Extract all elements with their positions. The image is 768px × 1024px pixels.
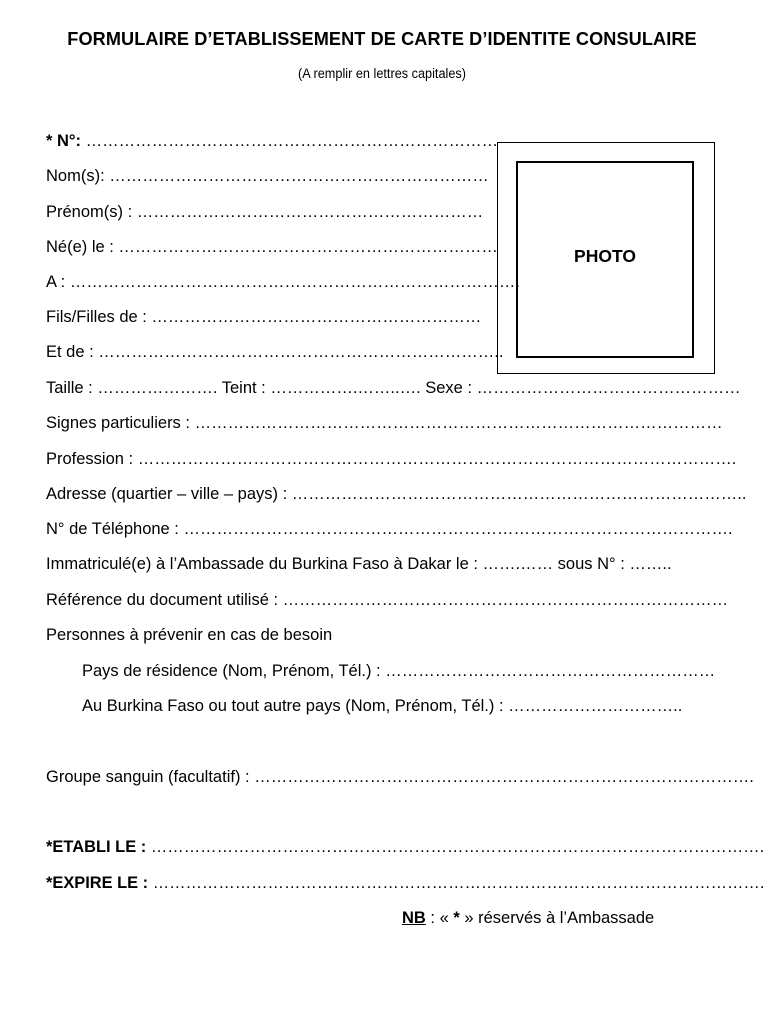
field-ne-le: Né(e) le : …………………………………………………………… bbox=[46, 238, 498, 256]
field-lieu: A : ………………………………………………………………………. bbox=[46, 273, 520, 291]
form-title: FORMULAIRE D’ETABLISSEMENT DE CARTE D’IDENTITE CONSULAIRE bbox=[67, 28, 697, 49]
field-telephone: N° de Téléphone : ………………………………………………………………………………………. bbox=[46, 520, 733, 538]
field-pays-residence: Pays de résidence (Nom, Prénom, Tél.) : …………………………………………………… bbox=[82, 662, 716, 680]
etabli-dots: …………………………………………………………………………………………………. bbox=[146, 838, 765, 856]
field-et-de: Et de : ……………………………………………………………….. bbox=[46, 343, 504, 361]
expire-dots: …………………………………………………………………………………………………. bbox=[148, 874, 765, 892]
field-taille-teint-sexe: Taille : …………………. Teint : …………….……..…. Sexe : ………………………………………… bbox=[46, 379, 741, 397]
field-burkina: Au Burkina Faso ou tout autre pays (Nom, Prénom, Tél.) : ………………………….. bbox=[82, 697, 683, 715]
field-reference: Référence du document utilisé : ……………………………………………………………………… bbox=[46, 591, 729, 609]
field-numero bbox=[46, 131, 498, 151]
field-nom: Nom(s): …………………………………………………………… bbox=[46, 167, 489, 185]
footnote bbox=[402, 908, 654, 928]
field-immatricule: Immatriculé(e) à l’Ambassade du Burkina Faso à Dakar le : …….…… sous N° : …….. bbox=[46, 555, 672, 573]
field-expire bbox=[46, 873, 764, 893]
field-groupe-sanguin: Groupe sanguin (facultatif) : ………………………………………………………………………………. bbox=[46, 768, 754, 786]
note-before: : « bbox=[425, 909, 454, 927]
note-star: * bbox=[453, 909, 460, 927]
etabli-label: *ETABLI LE : bbox=[46, 838, 147, 856]
expire-label: *EXPIRE LE : bbox=[46, 874, 149, 892]
field-etabli bbox=[46, 837, 764, 857]
numero-dots: ………………………………………………………………… bbox=[81, 132, 499, 150]
photo-label: PHOTO bbox=[574, 246, 636, 266]
note-after: » réservés à l’Ambassade bbox=[459, 909, 655, 927]
field-personnes: Personnes à prévenir en cas de besoin bbox=[46, 626, 333, 644]
field-prenom: Prénom(s) : ……………………………………………………… bbox=[46, 203, 484, 221]
field-profession: Profession : ………………………………………………………………………………………………. bbox=[46, 450, 737, 468]
field-adresse: Adresse (quartier – ville – pays) : ……………………………………………………………………….. bbox=[46, 485, 747, 503]
note-key: NB bbox=[402, 909, 426, 927]
field-signes: Signes particuliers : …………………………………………………………………………………… bbox=[46, 414, 723, 432]
field-fils-filles: Fils/Filles de : …………………………………………………… bbox=[46, 308, 482, 326]
numero-label: * N°: bbox=[46, 132, 82, 150]
form-subtitle: (A remplir en lettres capitales) bbox=[297, 66, 467, 81]
